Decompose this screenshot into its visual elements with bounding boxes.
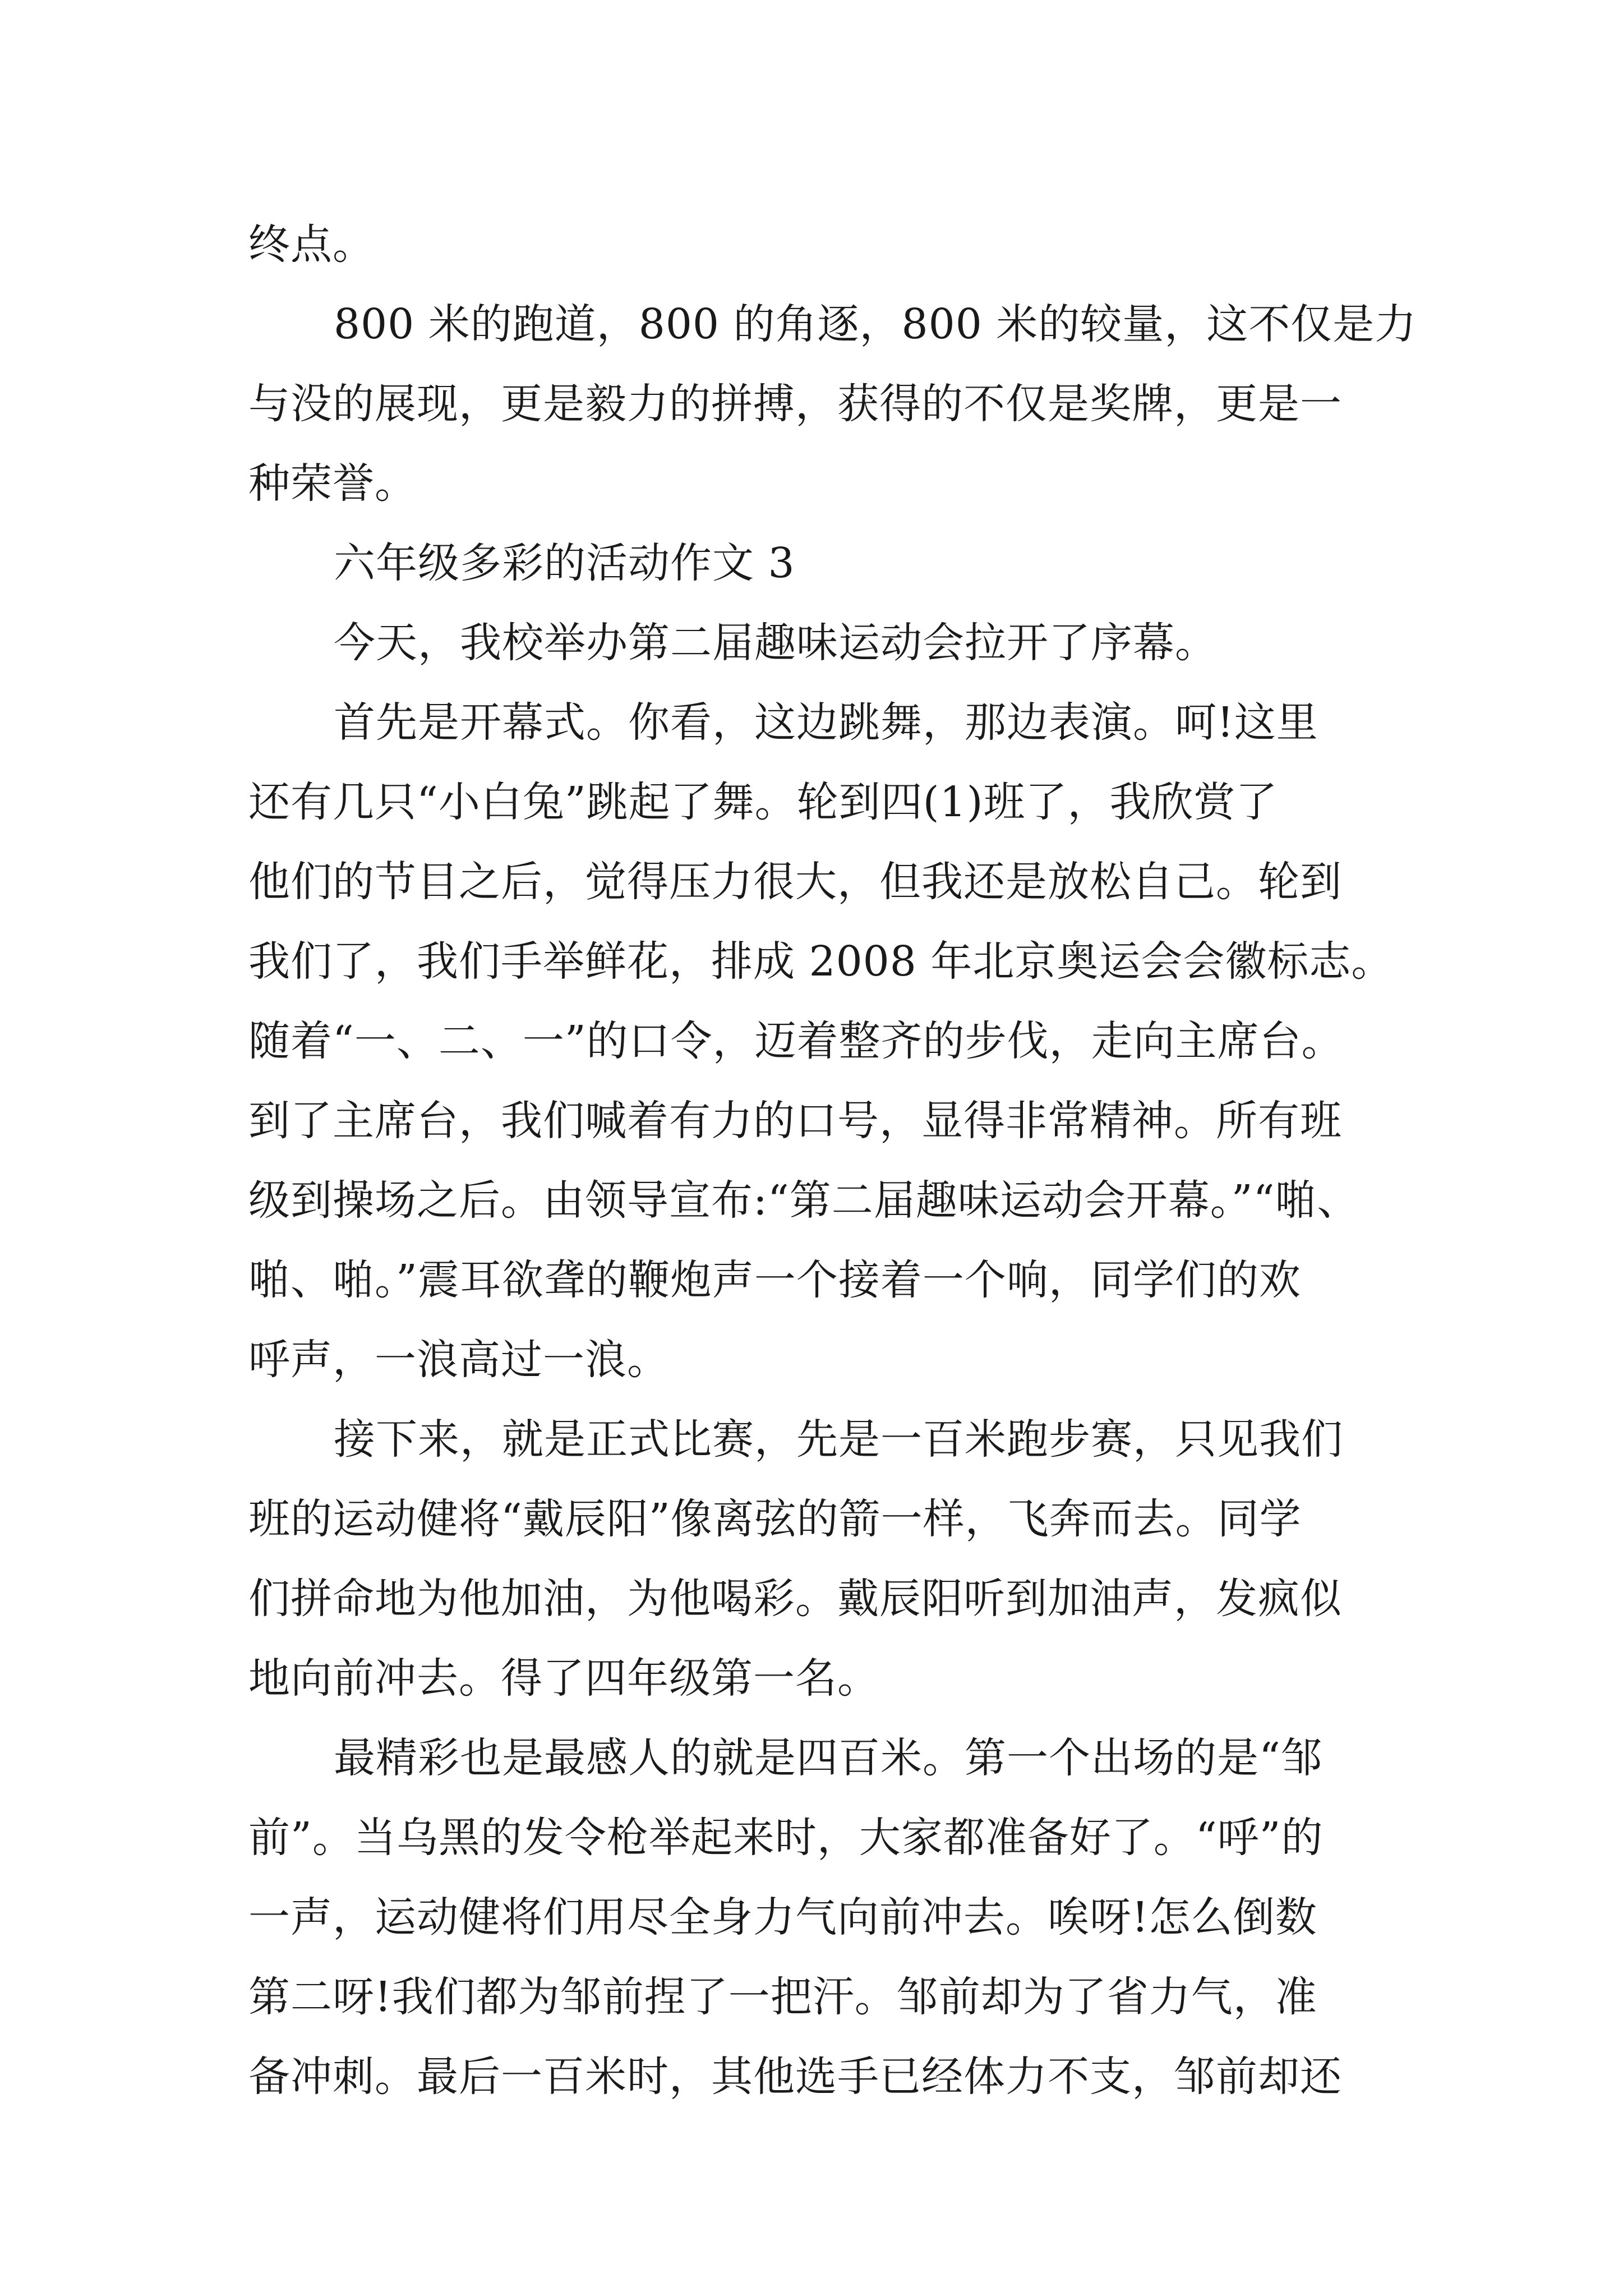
text-line: 800 米的跑道，800 的角逐，800 米的较量，这不仅是力 xyxy=(334,300,1417,348)
paragraph xyxy=(248,1718,1393,2116)
text-line: 随着“一、二、一”的口令，迈着整齐的步伐，走向主席台。 xyxy=(248,1017,1344,1065)
text-line: 接下来，就是正式比赛，先是一百米跑步赛，只见我们 xyxy=(334,1415,1343,1464)
text-line: 还有几只“小白兔”跳起了舞。轮到四(1)班了，我欣赏了 xyxy=(248,778,1278,826)
text-line: 到了主席台，我们喊着有力的口号，显得非常精神。所有班 xyxy=(248,1097,1342,1145)
text-line: 班的运动健将“戴辰阳”像离弦的箭一样，飞奔而去。同学 xyxy=(248,1495,1302,1543)
document-body xyxy=(248,205,1417,2116)
text-line: 一声，运动健将们用尽全身力气向前冲去。唉呀!怎么倒数 xyxy=(248,1893,1317,1941)
text-line: 们拼命地为他加油，为他喝彩。戴辰阳听到加油声，发疯似 xyxy=(248,1575,1342,1623)
text-line: 备冲刺。最后一百米时，其他选手已经体力不支，邹前却还 xyxy=(248,2053,1342,2101)
text-line: 种荣誉。 xyxy=(248,459,417,508)
text-line: 最精彩也是最感人的就是四百米。第一个出场的是“邹 xyxy=(334,1734,1323,1782)
paragraph xyxy=(248,683,1393,1400)
text-line: 首先是开幕式。你看，这边跳舞，那边表演。呵!这里 xyxy=(334,698,1318,747)
paragraph xyxy=(248,603,1393,683)
text-line: 地向前冲去。得了四年级第一名。 xyxy=(248,1654,879,1703)
paragraph xyxy=(248,1400,1393,1718)
text-line: 今天，我校举办第二届趣味运动会拉开了序幕。 xyxy=(334,619,1217,667)
text-line: 六年级多彩的活动作文 3 xyxy=(334,539,795,587)
text-line: 第二呀!我们都为邹前捏了一把汗。邹前却为了省力气，准 xyxy=(248,1973,1317,2021)
paragraph xyxy=(248,205,1393,284)
text-line: 我们了，我们手举鲜花，排成 2008 年北京奥运会会徽标志。 xyxy=(248,937,1394,986)
text-line: 呼声，一浪高过一浪。 xyxy=(248,1336,669,1384)
text-line: 级到操场之后。由领导宣布:“第二届趣味运动会开幕。”“啪、 xyxy=(248,1176,1359,1225)
text-line: 啪、啪。”震耳欲聋的鞭炮声一个接着一个响，同学们的欢 xyxy=(248,1256,1301,1304)
text-line: 终点。 xyxy=(248,220,375,269)
paragraph xyxy=(248,523,1393,603)
text-line: 前”。当乌黑的发令枪举起来时，大家都准备好了。“呼”的 xyxy=(248,1814,1324,1862)
text-line: 他们的节目之后，觉得压力很大，但我还是放松自己。轮到 xyxy=(248,858,1342,906)
paragraph xyxy=(248,284,1417,523)
text-line: 与没的展现，更是毅力的拼搏，获得的不仅是奖牌，更是一 xyxy=(248,380,1342,428)
